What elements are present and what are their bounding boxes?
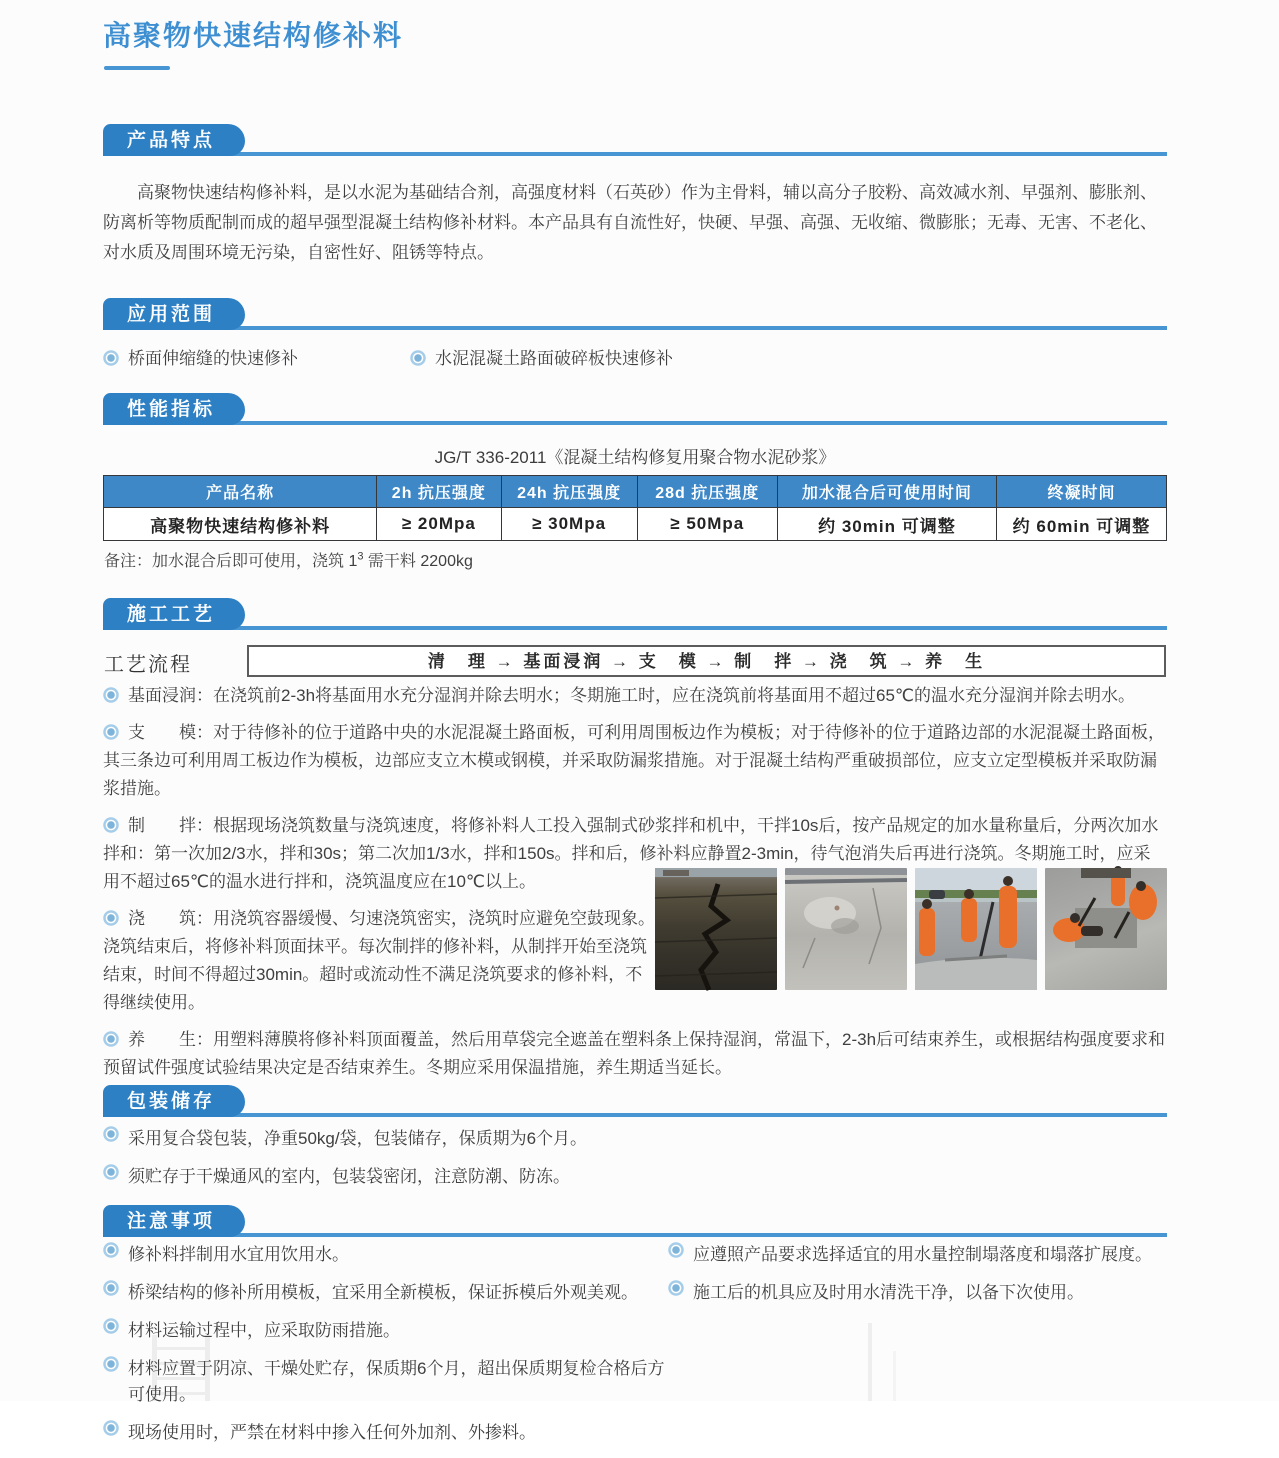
- table-cell: ≥ 50Mpa: [637, 508, 777, 541]
- section-tab-features: 产品特点: [103, 124, 245, 156]
- notices-right-column: [668, 1242, 1167, 1458]
- application-items: [103, 344, 673, 369]
- table-header-row: [104, 476, 1167, 508]
- section-tab-performance: 性能指标: [103, 393, 245, 425]
- performance-table: [103, 475, 1167, 541]
- construction-step: 养 生：用塑料薄膜将修补料顶面覆盖，然后用草袋完全遮盖在塑料条上保持湿润，常温下，2-3h后可结束养生，或根据结构强度要求和预留试件强度试验结果决定是否结束养生。冬期应采用保温措施，养生期适当延长。: [103, 1030, 1166, 1077]
- section-header-features: [103, 124, 1167, 156]
- notice-item: 修补料拌制用水宜用饮用水。: [103, 1242, 668, 1268]
- construction-step: 支 模：对于待修补的位于道路中央的水泥混凝土路面板，可利用周围板边作为模板；对于待修补的位于道路边部的水泥混凝土路面板，其三条边可利用周工板边作为模板，边部应支立木模或钢模，并采取防漏浆措施。对于混凝土结构严重破损部位，应支立定型模板并采取防漏浆措施。: [103, 723, 1165, 798]
- ring-bullet-icon: [103, 1242, 119, 1258]
- table-cell: 约 30min 可调整: [777, 508, 996, 541]
- page-title: 高聚物快速结构修补料: [103, 20, 404, 51]
- photo-cracked-pavement: [655, 868, 777, 990]
- packaging-item: 须贮存于干燥通风的室内，包装袋密闭，注意防潮、防冻。: [103, 1164, 1167, 1190]
- table-header-cell: 产品名称: [104, 476, 377, 508]
- photo-road-repair-crew: [915, 868, 1037, 990]
- notice-items: [103, 1242, 1167, 1458]
- notice-item: 材料应置于阴凉、干燥处贮存，保质期6个月，超出保质期复检合格后方可使用。: [103, 1356, 668, 1408]
- application-item: 水泥混凝土路面破碎板快速修补: [410, 344, 673, 369]
- performance-standard: JG/T 336-2011《混凝土结构修复用聚合物水泥砂浆》: [434, 448, 836, 467]
- ring-bullet-icon: [103, 1126, 119, 1142]
- section-header-performance: [103, 393, 1167, 425]
- ring-bullet-icon: [668, 1280, 684, 1296]
- notice-item: 应遵照产品要求选择适宜的用水量控制塌落度和塌落扩展度。: [668, 1242, 1167, 1268]
- notice-item: 现场使用时，严禁在材料中掺入任何外加剂、外掺料。: [103, 1420, 668, 1446]
- table-header-cell: 2h 抗压强度: [377, 476, 501, 508]
- photo-patch-repair-closeup: [1045, 868, 1167, 990]
- ring-bullet-icon: [103, 1420, 119, 1436]
- section-tab-packaging: 包装储存: [103, 1085, 245, 1117]
- ring-bullet-icon: [103, 1031, 119, 1047]
- watermark-pole: [868, 1323, 872, 1401]
- ring-bullet-icon: [103, 1356, 119, 1372]
- watermark-bridge-pylon: [152, 1335, 210, 1401]
- table-header-cell: 24h 抗压强度: [501, 476, 637, 508]
- process-flow-label: 工艺流程: [104, 654, 192, 676]
- ring-bullet-icon: [410, 350, 426, 366]
- section-header-packaging: [103, 1085, 1167, 1117]
- construction-step: 浇 筑：用浇筑容器缓慢、匀速浇筑密实，浇筑时应避免空鼓现象。浇筑结束后，将修补料顶面抹平。每次制拌的修补料，从制拌开始至浇筑结束，时间不得超过30min。超时或流动性不满足浇筑要求的修补料，不得继续使用。: [103, 909, 655, 1012]
- construction-step: 基面浸润：在浇筑前2-3h将基面用水充分湿润并除去明水；冬期施工时，应在浇筑前将基面用不超过65℃的温水充分湿润并除去明水。: [103, 682, 1167, 710]
- packaging-items: [103, 1126, 1167, 1202]
- title-underline: [104, 66, 170, 70]
- ring-bullet-icon: [103, 350, 119, 366]
- section-tab-construction: 施工工艺: [103, 598, 245, 630]
- photo-broken-concrete-slab: [785, 868, 907, 990]
- table-cell: ≥ 20Mpa: [377, 508, 501, 541]
- ring-bullet-icon: [103, 817, 119, 833]
- section-header-construction: [103, 598, 1167, 630]
- notice-item: 材料运输过程中，应采取防雨措施。: [103, 1318, 668, 1344]
- ring-bullet-icon: [103, 1164, 119, 1180]
- construction-step: 制 拌：根据现场浇筑数量与浇筑速度，将修补料人工投入强制式砂浆拌和机中，干拌10s后，按产品规定的加水量称量后，分两次加水拌和：第一次加2/3水，拌和30s；第二次加1/3水，拌和150s。拌和后，修补料应静置2-3min，待气泡消失后再进行浇筑。冬期施工时，应采用不超过65℃的温水进行拌和，浇筑温度应在10℃以上。: [103, 816, 1159, 891]
- ring-bullet-icon: [103, 724, 119, 740]
- table-cell: 高聚物快速结构修补料: [104, 508, 377, 541]
- superscript-3: 3: [357, 550, 364, 563]
- table-cell: 约 60min 可调整: [996, 508, 1166, 541]
- application-item: 桥面伸缩缝的快速修补: [103, 344, 410, 369]
- ring-bullet-icon: [103, 910, 119, 926]
- ring-bullet-icon: [103, 687, 119, 703]
- notice-item: 桥梁结构的修补所用模板，宜采用全新模板，保证拆模后外观美观。: [103, 1280, 668, 1306]
- table-header-cell: 加水混合后可使用时间: [777, 476, 996, 508]
- features-paragraph: 高聚物快速结构修补料，是以水泥为基础结合剂，高强度材料（石英砂）作为主骨料，辅以高分子胶粉、高效减水剂、早强剂、膨胀剂、防离析等物质配制而成的超早强型混凝土结构修补材料。本产品具有自流性好，快硬、早强、高强、无收缩、微膨胀；无毒、无害、不老化、对水质及周围环境无污染，自密性好、阻锈等特点。: [103, 183, 1157, 262]
- ring-bullet-icon: [103, 1318, 119, 1334]
- packaging-item: 采用复合袋包装，净重50kg/袋，包装储存，保质期为6个月。: [103, 1126, 1167, 1152]
- ring-bullet-icon: [103, 1280, 119, 1296]
- table-header-cell: 终凝时间: [996, 476, 1166, 508]
- construction-photos: [655, 868, 1167, 990]
- section-header-application: [103, 298, 1167, 330]
- table-header-cell: 28d 抗压强度: [637, 476, 777, 508]
- table-row: [104, 508, 1167, 541]
- table-note: 备注：加水混合后即可使用，浇筑 $1^3$ 需干料 2200kg: [104, 550, 473, 570]
- table-cell: ≥ 30Mpa: [501, 508, 637, 541]
- ring-bullet-icon: [668, 1242, 684, 1258]
- notice-item: 施工后的机具应及时用水清洗干净，以备下次使用。: [668, 1280, 1167, 1306]
- watermark-pole: [893, 1351, 896, 1401]
- section-tab-notices: 注意事项: [103, 1205, 245, 1237]
- section-header-notices: [103, 1205, 1167, 1237]
- section-tab-application: 应用范围: [103, 298, 245, 330]
- process-flow-box: 清 理 → 基面浸润 → 支 模 → 制 拌 → 浇 筑 → 养 生: [247, 645, 1166, 677]
